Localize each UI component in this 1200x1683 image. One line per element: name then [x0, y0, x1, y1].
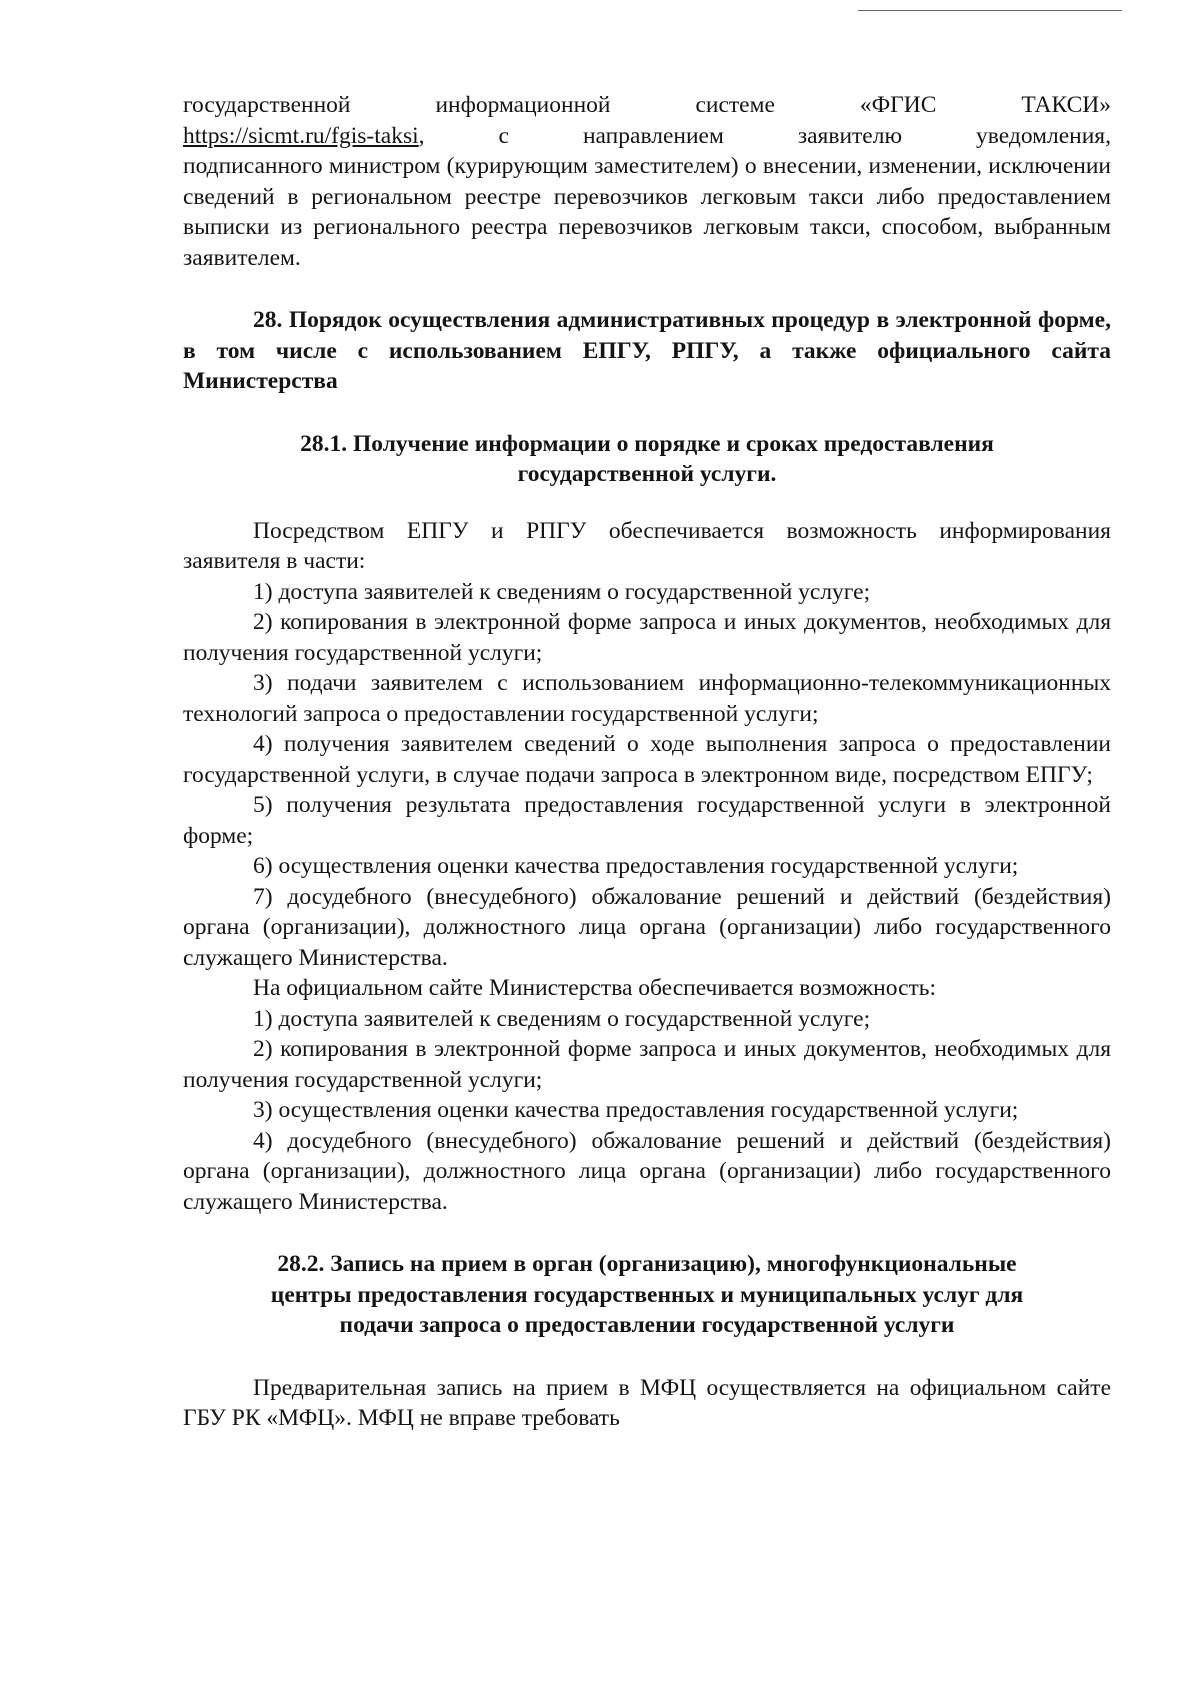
epgu-item: 6) осуществления оценки качества предоставления государственной услуги; — [253, 853, 1019, 879]
fgis-taksi-link[interactable]: https://sicmt.ru/fgis-taksi — [183, 122, 419, 149]
site-item: 1) доступа заявителей к сведениям о государственной услуге; — [253, 1005, 871, 1032]
spacer — [183, 1217, 1111, 1249]
intro-line-2 — [183, 121, 1111, 152]
intro-line-2-text: , с направлением заявителю уведомления, — [418, 122, 1111, 149]
document-page — [183, 90, 1111, 1434]
epgu-item: 7) досудебного (внесудебного) обжалование решений и действий (бездействия) органа (организации), должностного лица органа (организации) либо государственного служащего Министерства. — [183, 883, 1111, 971]
section-28-2-heading-line-3: подачи запроса о предоставлении государственной услуги — [339, 1312, 955, 1338]
spacer — [183, 273, 1111, 305]
spacer — [183, 1341, 1111, 1373]
section-28-1-heading-line-1: 28.1. Получение информации о порядке и сроках предоставления — [300, 430, 994, 457]
scan-edge-line — [858, 10, 1122, 11]
site-lead-paragraph: На официальном сайте Министерства обеспечивается возможность: — [253, 975, 937, 1001]
epgu-item: 1) доступа заявителей к сведениям о государственной услуге; — [253, 578, 871, 605]
mfc-paragraph: Предварительная запись на прием в МФЦ осуществляется на официальном сайте ГБУ РК «МФЦ». МФЦ не вправе требовать — [183, 1374, 1111, 1431]
spacer — [183, 490, 1111, 516]
section-28-2-heading-line-1: 28.2. Запись на прием в орган (организацию), многофункциональные — [277, 1251, 1017, 1277]
spacer — [183, 397, 1111, 429]
section-28-1-heading-line-2: государственной услуги. — [517, 461, 777, 487]
site-item: 4) досудебного (внесудебного) обжалование решений и действий (бездействия) органа (организации), должностного лица органа (организации) либо государственного служащего Министерства. — [183, 1127, 1111, 1215]
epgu-item: 3) подачи заявителем с использованием информационно-телекоммуникационных технологий запроса о предоставлении государственной услуги; — [183, 670, 1111, 727]
epgu-item: 5) получения результата предоставления государственной услуги в электронной форме; — [183, 792, 1111, 849]
section-28-heading: 28. Порядок осуществления административных процедур в электронной форме, в том числе с использованием ЕПГУ, РПГУ, а также официального сайта Министерства — [183, 307, 1111, 394]
section-28-2-heading-line-2: центры предоставления государственных и муниципальных услуг для — [270, 1281, 1024, 1308]
site-item: 2) копирования в электронной форме запроса и иных документов, необходимых для получения государственной услуги; — [183, 1036, 1111, 1093]
epgu-item: 2) копирования в электронной форме запроса и иных документов, необходимых для получения государственной услуги; — [183, 609, 1111, 666]
intro-line-1: государственной информационной системе «ФГИС ТАКСИ» — [183, 92, 1111, 118]
epgu-item: 4) получения заявителем сведений о ходе выполнения запроса о предоставлении государственной услуги, в случае подачи запроса в электронном виде, посредством ЕПГУ; — [183, 731, 1111, 788]
intro-paragraph-rest: подписанного министром (курирующим заместителем) о внесении, изменении, исключении сведений в региональном реестре перевозчиков легковым такси либо предоставлением выписки из регионального реестра перевозчиков легковым такси, способом, выбранным заявителем. — [183, 153, 1111, 271]
site-item: 3) осуществления оценки качества предоставления государственной услуги; — [253, 1097, 1019, 1123]
epgu-lead-paragraph: Посредством ЕПГУ и РПГУ обеспечивается возможность информирования заявителя в части: — [183, 517, 1111, 574]
